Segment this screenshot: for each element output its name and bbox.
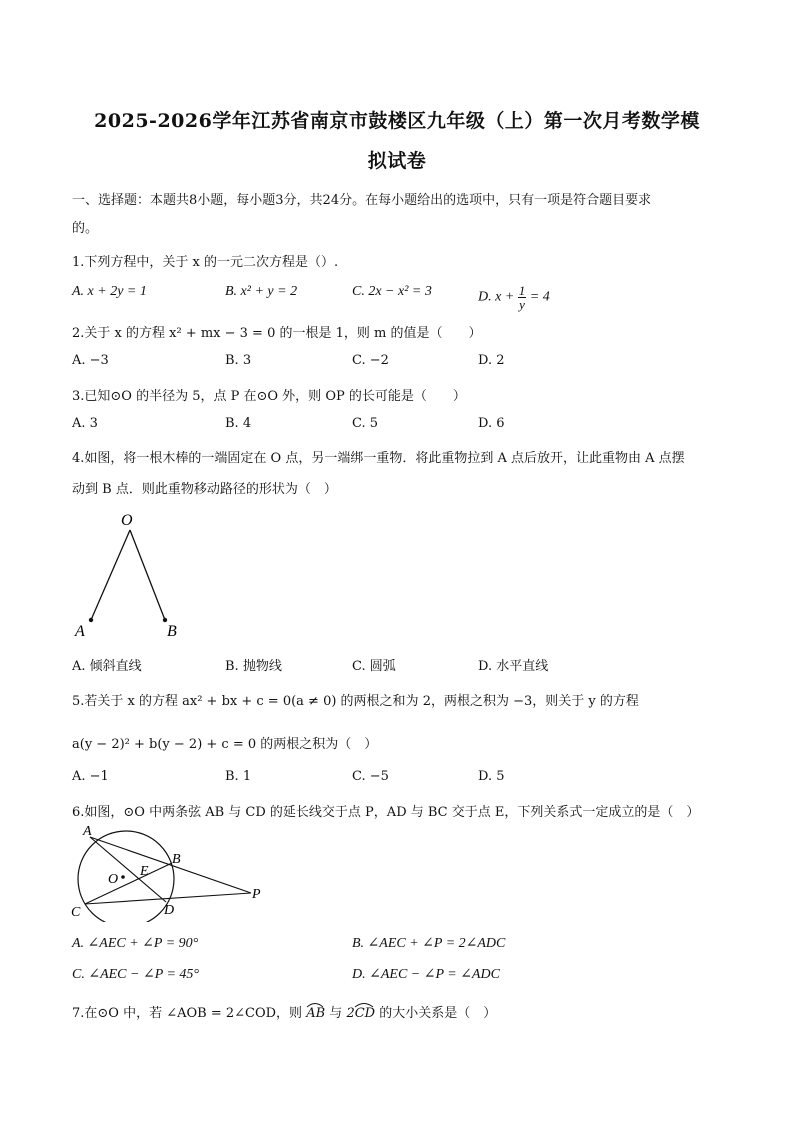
segment-ad [90, 837, 166, 902]
label-b: B [167, 623, 177, 640]
question-7-stem-mid: 与 [329, 1006, 343, 1021]
point-a [89, 618, 93, 622]
question-6-option-d: D. ∠AEC − ∠P = ∠ADC [352, 967, 500, 982]
arc-2cd [346, 1006, 375, 1021]
question-1-option-d-tail: = 4 [529, 289, 550, 305]
rod-oa [91, 530, 130, 620]
question-2-stem: 2.关于 x 的方程 x² + mx − 3 = 0 的一根是 1，则 m 的值是（ ） [72, 326, 482, 341]
question-5-stem-line1: 5.若关于 x 的方程 ax² + bx + c = 0(a ≠ 0) 的两根之和为 2，两根之积为 −3，则关于 y 的方程 [72, 694, 639, 709]
question-4-option-b: B. 抛物线 [225, 659, 282, 674]
label-o: O [108, 872, 119, 887]
rod-ob [130, 530, 165, 620]
question-5-option-c: C. −5 [352, 769, 389, 784]
circle-o [78, 831, 174, 922]
fraction-denominator: y [519, 297, 525, 312]
exam-title-line1: 2025-2026学年江苏省南京市鼓楼区九年级（上）第一次月考数学模 [94, 110, 700, 132]
question-1-option-d-lead: D. x + [478, 289, 515, 305]
label-p: P [252, 887, 261, 902]
question-3-stem: 3.已知⊙O 的半径为 5，点 P 在⊙O 外，则 OP 的长可能是（ ） [72, 389, 466, 404]
question-6-option-a: A. ∠AEC + ∠P = 90° [72, 936, 199, 951]
question-2-option-b: B. 3 [225, 353, 252, 368]
question-3-option-a: A. 3 [72, 416, 98, 431]
question-6-option-b: B. ∠AEC + ∠P = 2∠ADC [352, 936, 506, 951]
question-6-stem: 6.如图，⊙O 中两条弦 AB 与 CD 的延长线交于点 P，AD 与 BC 交于点 E，下列关系式一定成立的是（ ） [72, 805, 700, 820]
question-5-option-a: A. −1 [72, 769, 109, 784]
question-3-option-c: C. 5 [352, 416, 379, 431]
question-6-figure [66, 822, 276, 922]
question-2-option-d: D. 2 [478, 353, 505, 368]
label-d: D [164, 903, 175, 918]
label-a: A [83, 824, 92, 839]
label-c: C [71, 905, 81, 920]
question-1-stem: 1.下列方程中，关于 x 的一元二次方程是（）. [72, 255, 339, 270]
question-1-option-b: B. x² + y = 2 [225, 284, 298, 299]
question-1-option-d [478, 284, 550, 311]
label-o: O [121, 512, 133, 529]
question-3-option-b: B. 4 [225, 416, 252, 431]
section-heading-line1: 一、选择题：本题共8小题，每小题3分，共24分。在每小题给出的选项中，只有一项是符合题目要求 [72, 193, 652, 208]
question-5-stem-line2: a(y − 2)² + b(y − 2) + c = 0 的两根之积为（ ） [72, 737, 378, 752]
question-4-figure [70, 508, 190, 643]
question-2-option-a: A. −3 [72, 353, 109, 368]
fraction-numerator: 1 [518, 283, 526, 298]
segment-bc [85, 863, 172, 904]
label-a: A [75, 623, 85, 640]
question-7-stem-post: 的大小关系是（ ） [379, 1006, 497, 1021]
question-4-option-d: D. 水平直线 [478, 659, 549, 674]
question-4-stem-line1: 4.如图，将一根木棒的一端固定在 O 点，另一端绑一重物．将此重物拉到 A 点后放开，让此重物由 A 点摆 [72, 451, 685, 466]
question-2-option-c: C. −2 [352, 353, 389, 368]
question-5-option-d: D. 5 [478, 769, 505, 784]
question-4-stem-line2: 动到 B 点．则此重物移动路径的形状为（ ） [72, 482, 337, 497]
arc-symbol [354, 1002, 374, 1008]
label-e: E [140, 864, 149, 879]
question-4-option-a: A. 倾斜直线 [72, 659, 142, 674]
question-5-option-b: B. 1 [225, 769, 252, 784]
arc-2cd-label: 2CD [346, 1006, 376, 1021]
question-6-option-c: C. ∠AEC − ∠P = 45° [72, 967, 200, 982]
question-1-option-d-fraction [518, 284, 527, 311]
arc-ab-label: AB [306, 1006, 326, 1021]
center-o [121, 875, 125, 879]
question-7-stem [72, 1002, 496, 1021]
section-heading-line2: 的。 [72, 221, 99, 236]
label-b: B [172, 852, 181, 867]
question-3-option-d: D. 6 [478, 416, 505, 431]
question-4-option-c: C. 圆弧 [352, 659, 396, 674]
question-1-option-c: C. 2x − x² = 3 [352, 284, 432, 299]
point-b [163, 618, 167, 622]
arc-ab [306, 1006, 325, 1021]
arc-symbol [306, 1002, 324, 1008]
question-1-option-a: A. x + 2y = 1 [72, 284, 147, 299]
question-7-stem-pre: 7.在⊙O 中，若 ∠AOB = 2∠COD，则 [72, 1006, 303, 1021]
exam-title-line2: 拟试卷 [367, 150, 427, 172]
